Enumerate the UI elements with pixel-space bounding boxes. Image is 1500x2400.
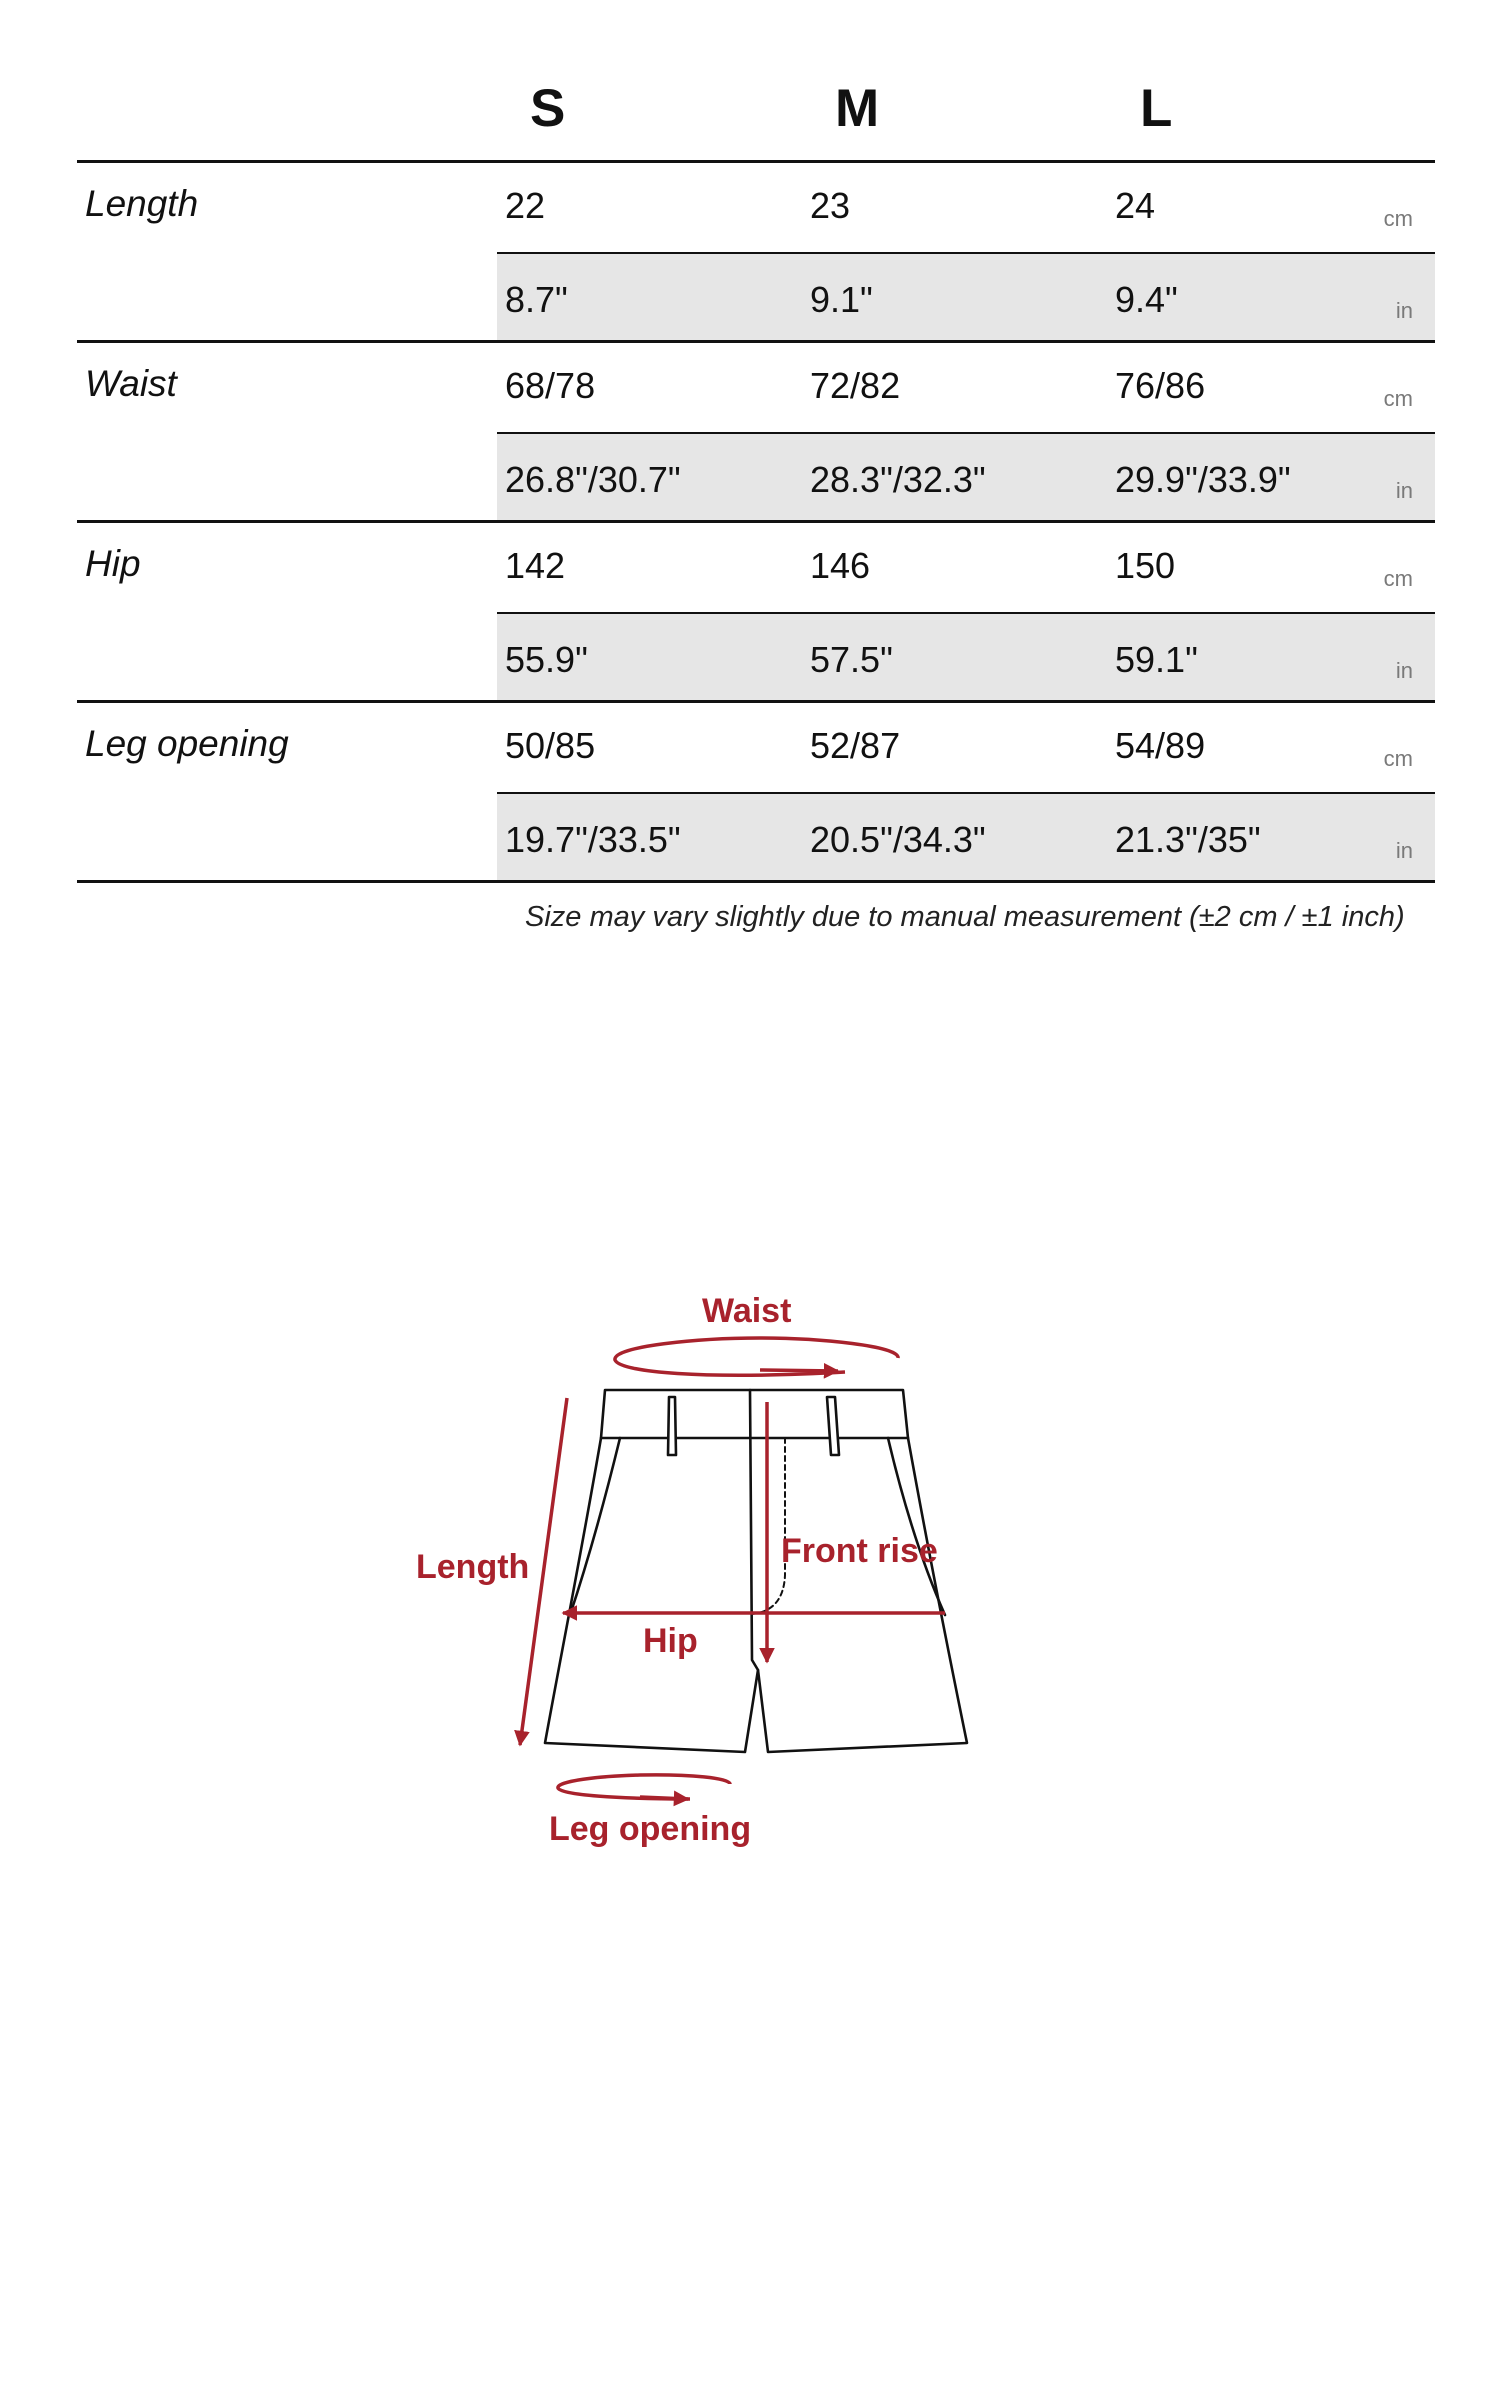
- measurement-group-waist: [77, 343, 1435, 525]
- size-header-m: M: [835, 79, 880, 138]
- measurement-group-length: [77, 163, 1435, 345]
- table-rule: [77, 880, 1435, 883]
- waist-arrow: [615, 1338, 898, 1375]
- value-cell: 29.9"/33.9": [1115, 459, 1291, 500]
- value-cell: 28.3"/32.3": [810, 459, 986, 500]
- diagram-label-front-rise: Front rise: [781, 1532, 938, 1570]
- value-cell: 146: [810, 545, 871, 586]
- in-row: [497, 794, 1435, 883]
- value-cell: 24: [1115, 185, 1156, 226]
- measurement-label: Waist: [85, 363, 177, 404]
- value-cell: 150: [1115, 545, 1176, 586]
- in-row: [497, 254, 1435, 343]
- unit-label-in: in: [1395, 658, 1413, 683]
- unit-label-cm: cm: [1383, 386, 1413, 411]
- value-cell: 26.8"/30.7": [505, 459, 681, 500]
- value-cell: 68/78: [505, 365, 596, 406]
- size-header-row: [77, 78, 1435, 160]
- value-cell: 22: [505, 185, 546, 226]
- value-cell: 50/85: [505, 725, 596, 766]
- value-cell: 20.5"/34.3": [810, 819, 986, 860]
- in-row: [497, 434, 1435, 523]
- unit-label-cm: cm: [1383, 566, 1413, 591]
- value-cell: 9.4": [1115, 279, 1178, 320]
- value-cell: 76/86: [1115, 365, 1206, 406]
- value-cell: 72/82: [810, 365, 901, 406]
- leg-opening-arrow: [558, 1775, 730, 1799]
- value-cell: 142: [505, 545, 566, 586]
- diagram-label-waist: Waist: [702, 1292, 792, 1330]
- diagram-label-length: Length: [416, 1548, 530, 1586]
- size-header-l: L: [1140, 79, 1173, 138]
- value-cell: 57.5": [810, 639, 893, 680]
- unit-label-in: in: [1395, 478, 1413, 503]
- value-cell: 52/87: [810, 725, 901, 766]
- value-cell: 9.1": [810, 279, 873, 320]
- measurement-label: Leg opening: [85, 723, 289, 764]
- value-cell: 23: [810, 185, 851, 226]
- unit-label-in: in: [1395, 298, 1413, 323]
- value-cell: 8.7": [505, 279, 568, 320]
- diagram-label-hip: Hip: [643, 1622, 698, 1660]
- leg-opening-arrow-head: [640, 1797, 688, 1799]
- waist-arrow-head: [760, 1370, 838, 1371]
- cm-row: [497, 163, 1435, 252]
- unit-label-cm: cm: [1383, 206, 1413, 231]
- cm-row: [497, 343, 1435, 432]
- value-cell: 21.3"/35": [1115, 819, 1261, 860]
- cm-row: [497, 523, 1435, 612]
- measurement-group-hip: [77, 523, 1435, 705]
- unit-label-cm: cm: [1383, 746, 1413, 771]
- measurement-label: Hip: [85, 543, 141, 584]
- cm-row: [497, 703, 1435, 792]
- diagram-label-leg-opening: Leg opening: [549, 1810, 752, 1848]
- shorts-outline: [545, 1390, 967, 1752]
- measurement-note: Size may vary slightly due to manual measurement (±2 cm / ±1 inch): [525, 901, 1405, 933]
- in-row: [497, 614, 1435, 703]
- shorts-measurement-diagram: [0, 1200, 1500, 1900]
- measurement-group-leg-opening: [77, 703, 1435, 885]
- value-cell: 19.7"/33.5": [505, 819, 681, 860]
- measurement-label: Length: [85, 183, 199, 224]
- value-cell: 54/89: [1115, 725, 1206, 766]
- unit-label-in: in: [1395, 838, 1413, 863]
- value-cell: 55.9": [505, 639, 588, 680]
- size-header-s: S: [530, 79, 566, 138]
- value-cell: 59.1": [1115, 639, 1198, 680]
